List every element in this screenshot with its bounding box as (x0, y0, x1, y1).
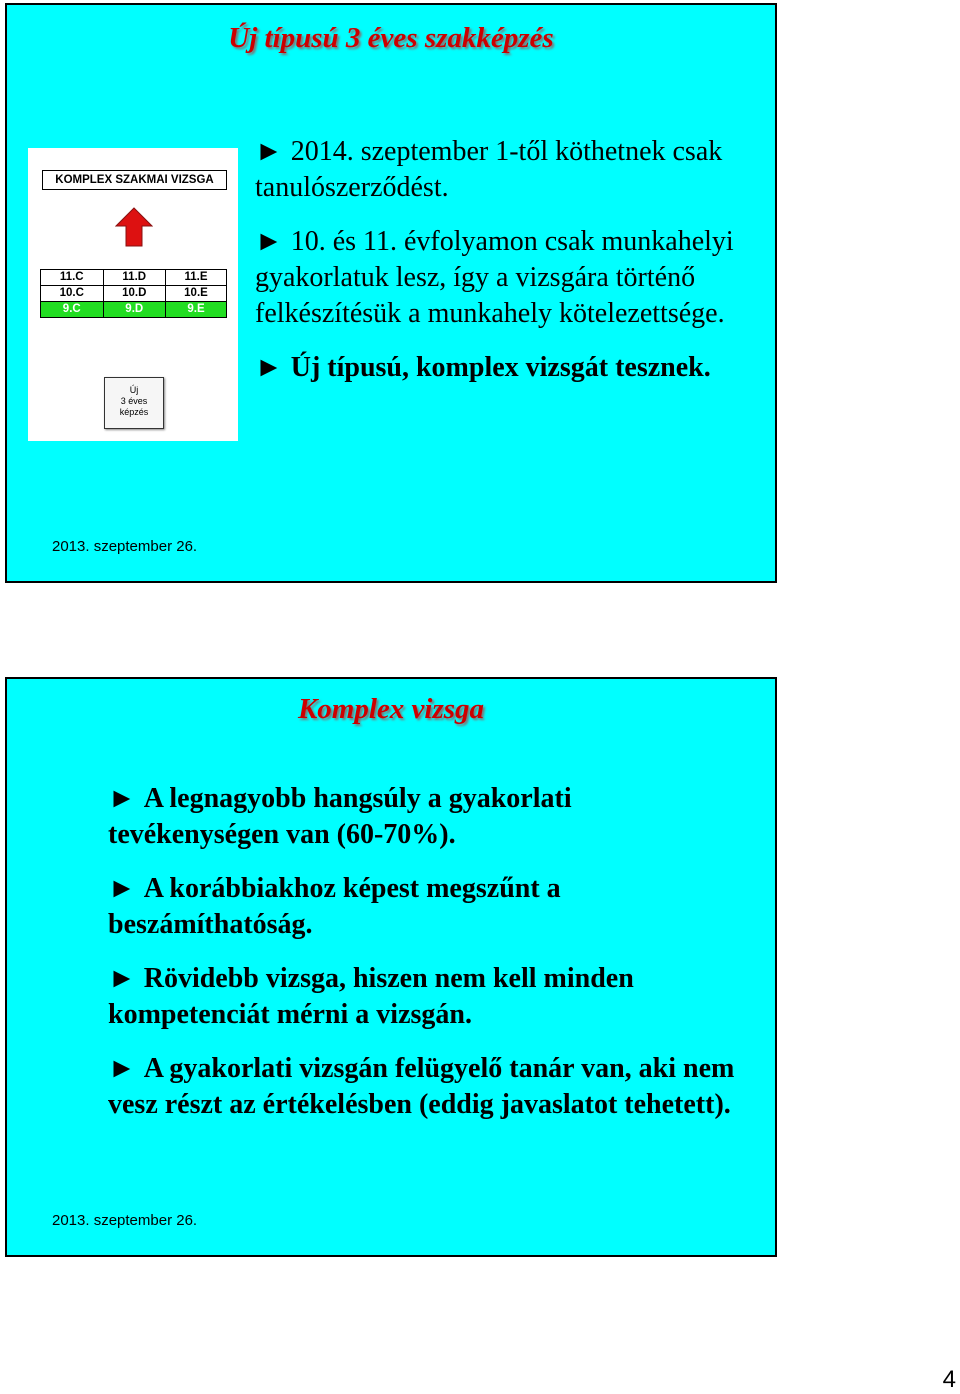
slide-1-bullets (255, 134, 755, 404)
box-line: képzés (119, 407, 149, 417)
grade-cell: 9.D (103, 302, 166, 318)
up-arrow-icon (115, 207, 153, 247)
grade-row-11 (41, 270, 227, 286)
slide-1-date: 2013. szeptember 26. (52, 538, 198, 555)
bullet-text: Rövidebb vizsga, hiszen nem kell minden kompetenciát mérni a vizsgán. (108, 963, 634, 1030)
bullet-item (255, 134, 755, 206)
bullet-text: A gyakorlati vizsgán felügyelő tanár van, aki nem vesz részt az értékelésben (eddig javaslatot tehetett). (108, 1053, 735, 1120)
bullet-text: A korábbiakhoz képest megszűnt a beszámíthatóság. (108, 873, 561, 940)
grade-row-10 (41, 286, 227, 302)
triangle-bullet-icon: ► (108, 963, 136, 994)
triangle-bullet-icon: ► (255, 136, 283, 167)
bullet-item (108, 781, 748, 853)
grade-cell: 9.E (166, 302, 227, 318)
box-line: 3 éves (120, 396, 148, 406)
bullet-text: 2014. szeptember 1-től köthetnek csak tanulószerződést. (255, 136, 723, 203)
grade-cell: 10.D (103, 286, 166, 302)
triangle-bullet-icon: ► (255, 352, 283, 383)
bullet-item (108, 961, 748, 1033)
grade-table (40, 269, 227, 318)
grade-cell: 10.E (166, 286, 227, 302)
bullet-item (108, 871, 748, 943)
bullet-item (255, 350, 755, 386)
triangle-bullet-icon: ► (108, 1053, 136, 1084)
bullet-text: 10. és 11. évfolyamon csak munkahelyi gyakorlatuk lesz, így a vizsgára történő felkészítésük a munkahely kötelezettsége. (255, 226, 734, 329)
grade-cell: 9.C (41, 302, 104, 318)
triangle-bullet-icon: ► (255, 226, 283, 257)
grade-cell: 11.D (103, 270, 166, 286)
box-line: Új (129, 385, 139, 395)
slide-2 (5, 677, 777, 1257)
page-number: 4 (942, 1366, 956, 1393)
grade-cell: 10.C (41, 286, 104, 302)
bullet-text: A legnagyobb hangsúly a gyakorlati tevékenységen van (60-70%). (108, 783, 572, 850)
triangle-bullet-icon: ► (108, 783, 136, 814)
slide-2-bullets (108, 781, 748, 1141)
bullet-text: Új típusú, komplex vizsgát tesznek. (290, 352, 711, 383)
triangle-bullet-icon: ► (108, 873, 136, 904)
grade-row-9 (41, 302, 227, 318)
slide-2-title: Komplex vizsga (297, 693, 485, 725)
slide-1 (5, 3, 777, 583)
new-training-box (104, 377, 164, 429)
bullet-item (108, 1051, 748, 1123)
grade-cell: 11.E (166, 270, 227, 286)
exam-header-box: KOMPLEX SZAKMAI VIZSGA (42, 170, 227, 190)
grade-cell: 11.C (41, 270, 104, 286)
slide-1-title: Új típusú 3 éves szakképzés (228, 22, 554, 54)
bullet-item (255, 224, 755, 332)
slide-2-date: 2013. szeptember 26. (52, 1212, 198, 1229)
training-structure-diagram (28, 148, 238, 441)
